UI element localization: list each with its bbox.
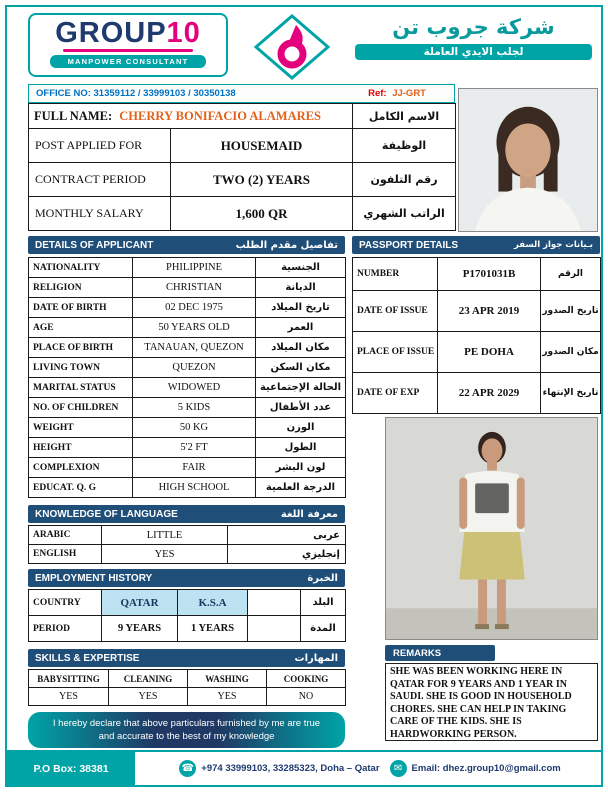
detail-arabic: عدد الأطفال [256,398,346,418]
detail-label: HEIGHT [29,438,133,458]
employment-country-3 [248,590,301,616]
main-info-table [28,103,456,231]
language-arabic: إنجليزي [228,545,346,564]
section-header-passport [352,236,600,254]
detail-label: NO. OF CHILDREN [29,398,133,418]
language-title-arabic: معرفة اللغة [280,508,338,520]
language-title: KNOWLEDGE OF LANGUAGE [35,508,178,520]
language-value: LITTLE [102,526,228,545]
table-row [29,197,456,231]
employment-arabic: المدة [301,616,346,642]
detail-arabic: الوزن [256,418,346,438]
employment-country-2: K.S.A [178,590,248,616]
skills-title-arabic: المهارات [294,652,338,664]
table-row [353,373,601,414]
passport-value: PE DOHA [438,332,541,373]
section-header-language [28,505,345,523]
footer-email-group [390,760,561,777]
footer-po-box: P.O Box: 38381 [7,752,135,785]
language-label: ENGLISH [29,545,102,564]
skills-table [28,669,346,706]
logo-word-10: 10 [166,17,201,49]
passport-arabic: تاريخ الصدور [541,291,601,332]
detail-label: AGE [29,318,133,338]
table-row [29,545,346,564]
declaration-banner: I hereby declare that above particulars furnished by me are true and accurate to the best of my knowledge [28,712,345,748]
table-row [29,590,346,616]
detail-value: FAIR [133,458,256,478]
detail-value: HIGH SCHOOL [133,478,256,498]
table-row [29,418,346,438]
section-header-skills [28,649,345,667]
arabic-subtitle-banner: لجلب الايدي العاملة [355,44,592,60]
brand-diamond-icon [252,13,332,81]
passport-label: PLACE OF ISSUE [353,332,438,373]
arabic-header-block [355,16,592,60]
passport-label: DATE OF ISSUE [353,291,438,332]
employment-title: EMPLOYMENT HISTORY [35,572,153,584]
employment-label: PERIOD [29,616,102,642]
table-row [29,129,456,163]
table-row [29,258,346,278]
detail-label: PLACE OF BIRTH [29,338,133,358]
table-row [29,298,346,318]
passport-label: NUMBER [353,258,438,291]
detail-value: 50 YEARS OLD [133,318,256,338]
main-row-value: HOUSEMAID [171,129,353,163]
full-name-value: CHERRY BONIFACIO ALAMARES [119,108,321,123]
section-header-employment [28,569,345,587]
skills-title: SKILLS & EXPERTISE [35,652,140,664]
skill-value: YES [109,688,188,706]
arabic-company-title: شركة جروب تن [392,15,555,39]
employment-table [28,589,346,642]
table-row [29,670,346,688]
detail-label: EDUCAT. Q. G [29,478,133,498]
main-row-value: TWO (2) YEARS [171,163,353,197]
table-row [29,398,346,418]
detail-arabic: لون البشر [256,458,346,478]
table-row [29,104,456,129]
logo-subtitle-banner: MANPOWER CONSULTANT [50,55,206,68]
detail-label: COMPLEXION [29,458,133,478]
passport-arabic: تاريخ الإنتهاء [541,373,601,414]
detail-arabic: الطول [256,438,346,458]
table-row [29,358,346,378]
language-table [28,525,346,564]
detail-label: MARITAL STATUS [29,378,133,398]
ref-value: JJ-GRT [392,88,426,99]
remarks-title: REMARKS [393,647,442,659]
skill-column-header: CLEANING [109,670,188,688]
detail-label: RELIGION [29,278,133,298]
section-header-details [28,236,345,254]
table-row [29,438,346,458]
table-row [29,616,346,642]
passport-title: PASSPORT DETAILS [359,239,459,251]
logo-swoosh-decoration [63,49,193,52]
language-value: YES [102,545,228,564]
applicant-portrait-photo [458,88,598,232]
passport-value: 23 APR 2019 [438,291,541,332]
company-logo-box [28,13,228,77]
detail-arabic: مكان السكن [256,358,346,378]
office-number-bar [28,84,455,103]
employment-period-2: 1 YEARS [178,616,248,642]
detail-label: NATIONALITY [29,258,133,278]
table-row [29,278,346,298]
skill-column-header: WASHING [188,670,267,688]
table-row [353,258,601,291]
table-row [29,338,346,358]
full-name-arabic: الاسم الكامل [353,104,456,129]
main-row-arabic: رقم التلفون [353,163,456,197]
employment-arabic: البلد [301,590,346,616]
full-name-label: FULL NAME: [34,108,113,123]
remarks-text: SHE WAS BEEN WORKING HERE IN QATAR FOR 9 YEARS AND 1 YEAR IN SAUDI. SHE IS GOOD IN HOUSEHOLD CHORES. SHE CAN HELP IN TAKING CARE OF THE KIDS. SHE IS HARDWORKING PERSON. [385,663,598,741]
table-row [29,526,346,545]
table-row [353,291,601,332]
detail-arabic: الحالة الإجتماعية [256,378,346,398]
detail-value: 02 DEC 1975 [133,298,256,318]
employment-period-3 [248,616,301,642]
email-icon: ✉ [390,760,407,777]
footer-contacts [140,752,600,785]
details-title-arabic: تفاصيل مقدم الطلب [235,239,338,251]
table-row [29,478,346,498]
skill-value: YES [29,688,109,706]
detail-value: TANAUAN, QUEZON [133,338,256,358]
phone-icon: ☎ [179,760,196,777]
detail-value: CHRISTIAN [133,278,256,298]
full-name-cell [29,104,353,129]
main-row-value: 1,600 QR [171,197,353,231]
passport-arabic: مكان الصدور [541,332,601,373]
passport-arabic: الرقم [541,258,601,291]
skill-value: YES [188,688,267,706]
main-row-label: CONTRACT PERIOD [29,163,171,197]
employment-country-1: QATAR [102,590,178,616]
logo-word-group: GROUP [55,17,167,49]
skill-column-header: COOKING [267,670,346,688]
passport-value: 22 APR 2029 [438,373,541,414]
passport-value: P1701031B [438,258,541,291]
company-logo-text [30,18,226,48]
detail-arabic: الدرجة العلمية [256,478,346,498]
main-row-label: POST APPLIED FOR [29,129,171,163]
passport-label: DATE OF EXP [353,373,438,414]
detail-value: 5 KIDS [133,398,256,418]
section-header-remarks [385,645,495,661]
detail-arabic: الجنسية [256,258,346,278]
applicant-full-body-photo [385,417,598,640]
skill-column-header: BABYSITTING [29,670,109,688]
office-number-text: OFFICE NO: 31359112 / 33999103 / 30350138 [36,88,236,99]
passport-title-arabic: بـيانات جواز السفر [513,240,593,250]
detail-arabic: الديانة [256,278,346,298]
table-row [29,688,346,706]
detail-arabic: العمر [256,318,346,338]
employment-period-1: 9 YEARS [102,616,178,642]
skill-value: NO [267,688,346,706]
detail-label: DATE OF BIRTH [29,298,133,318]
detail-label: LIVING TOWN [29,358,133,378]
detail-value: QUEZON [133,358,256,378]
footer-phone-text: +974 33999103, 33285323, Doha – Qatar [201,763,380,774]
table-row [29,458,346,478]
detail-value: PHILIPPINE [133,258,256,278]
main-row-arabic: الوظيفة [353,129,456,163]
footer-phone-group [179,760,379,777]
table-row [29,378,346,398]
footer-email-text: Email: dhez.group10@gmail.com [411,763,561,774]
passport-table [352,257,601,414]
employment-title-arabic: الخبرة [307,572,338,584]
main-row-label: MONTHLY SALARY [29,197,171,231]
detail-arabic: مكان الميلاد [256,338,346,358]
language-arabic: عربى [228,526,346,545]
table-row [353,332,601,373]
details-title: DETAILS OF APPLICANT [35,239,154,251]
detail-label: WEIGHT [29,418,133,438]
ref-code [368,88,426,99]
detail-arabic: تاريخ الميلاد [256,298,346,318]
detail-value: 5'2 FT [133,438,256,458]
language-label: ARABIC [29,526,102,545]
detail-value: WIDOWED [133,378,256,398]
details-table [28,257,346,498]
table-row [29,318,346,338]
detail-value: 50 KG [133,418,256,438]
main-row-arabic: الراتب الشهري [353,197,456,231]
ref-label: Ref: [368,88,387,99]
table-row [29,163,456,197]
employment-label: COUNTRY [29,590,102,616]
